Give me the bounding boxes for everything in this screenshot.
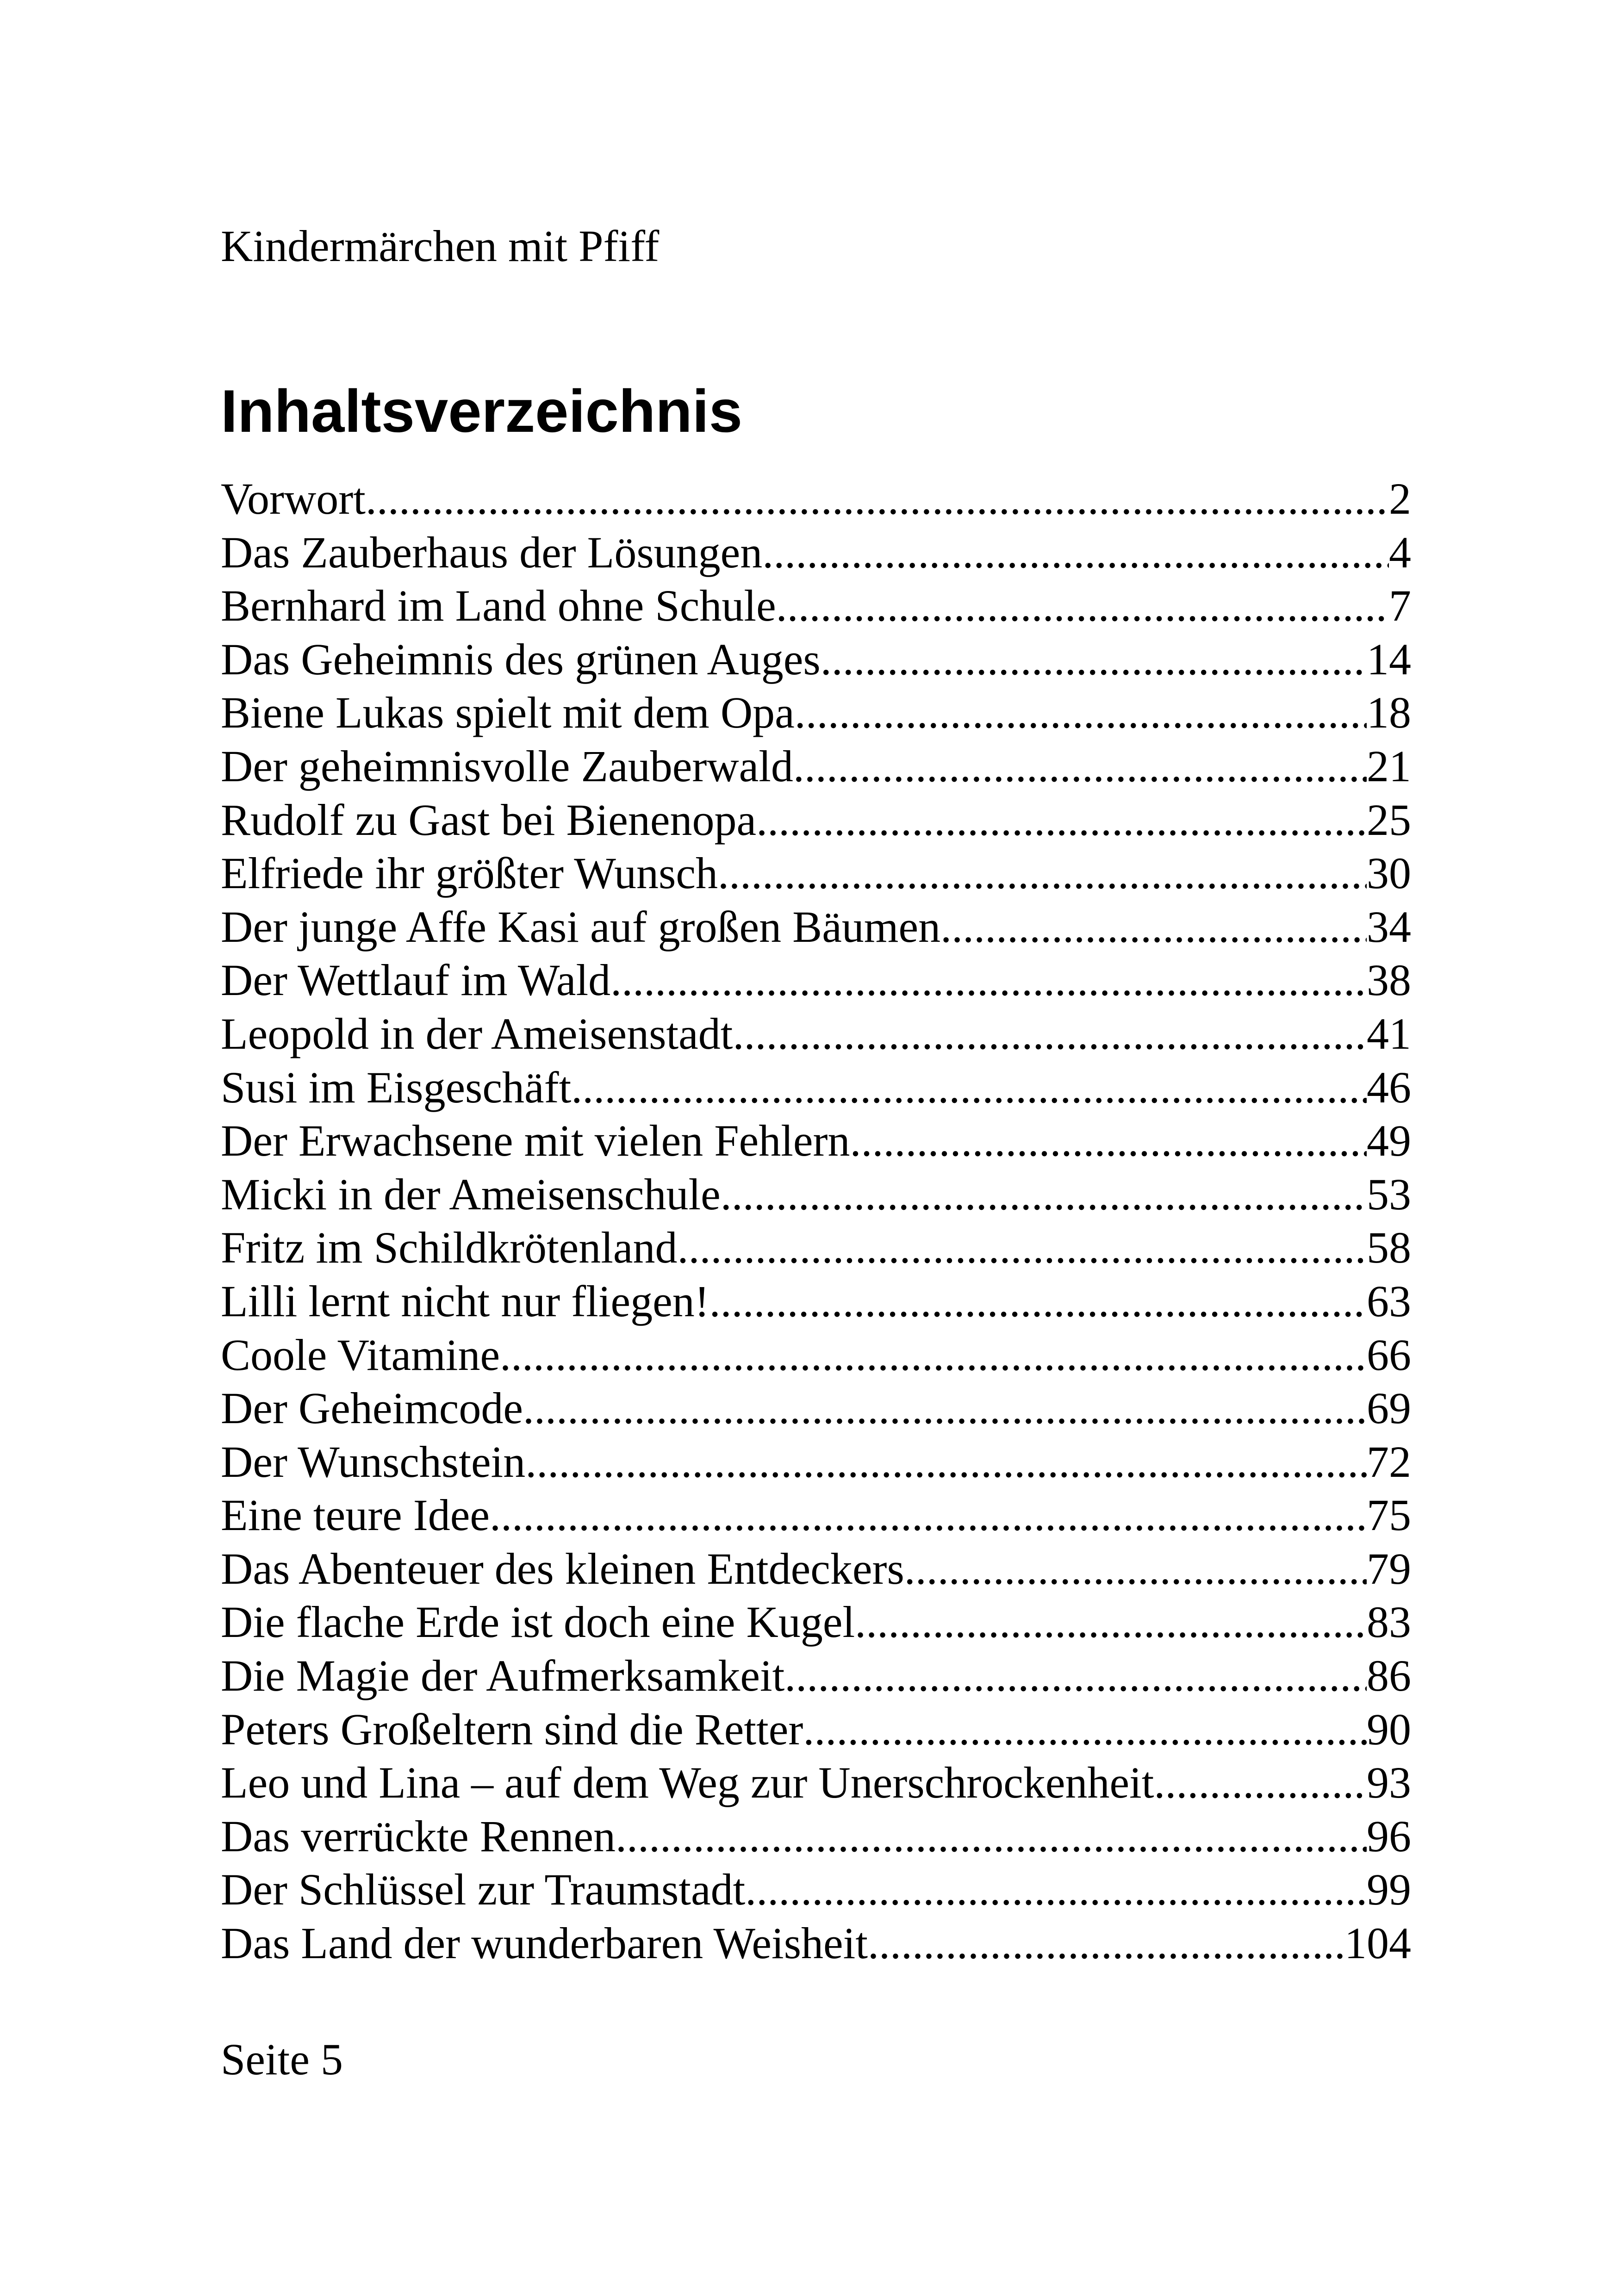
toc-dot-leader	[762, 526, 1389, 579]
toc-entry-title: Vorwort	[221, 474, 366, 523]
toc-entry	[221, 953, 1411, 1007]
toc-dot-leader	[803, 1703, 1367, 1756]
toc-entry	[221, 1168, 1411, 1221]
toc-entry	[221, 900, 1411, 954]
toc-entry-page-number: 86	[1367, 1651, 1411, 1701]
toc-entry-page-number: 104	[1344, 1918, 1411, 1968]
toc-entry	[221, 1649, 1411, 1703]
toc-entry-page-number: 72	[1367, 1437, 1411, 1487]
toc-entry	[221, 1488, 1411, 1542]
toc-entry-title: Das Zauberhaus der Lösungen	[221, 527, 763, 577]
toc-dot-leader	[855, 1595, 1367, 1649]
toc-dot-leader	[616, 1810, 1367, 1863]
toc-entry-title: Das Land der wunderbaren Weisheit	[221, 1918, 868, 1968]
toc-entry-page-number: 79	[1367, 1543, 1411, 1593]
toc-dot-leader	[490, 1488, 1367, 1542]
toc-entry-page-number: 38	[1367, 955, 1411, 1005]
toc-entry-title: Coole Vitamine	[221, 1330, 500, 1380]
toc-entry-page-number: 14	[1367, 634, 1411, 684]
toc-entry-page-number: 58	[1367, 1223, 1411, 1273]
toc-dot-leader	[1154, 1756, 1367, 1810]
toc-entry-page-number: 30	[1367, 848, 1411, 898]
toc-entry-page-number: 4	[1389, 527, 1411, 577]
toc-entry	[221, 579, 1411, 633]
toc-entry	[221, 1381, 1411, 1435]
toc-entry-title: Das Abenteuer des kleinen Entdeckers	[221, 1543, 904, 1593]
toc-entry-page-number: 25	[1367, 795, 1411, 845]
toc-entry-page-number: 63	[1367, 1276, 1411, 1326]
toc-entry	[221, 1703, 1411, 1756]
toc-entry-page-number: 41	[1367, 1008, 1411, 1058]
page-number-footer: Seite 5	[221, 2035, 343, 2084]
toc-dot-leader	[756, 793, 1367, 847]
toc-dot-leader	[745, 1863, 1367, 1916]
toc-entry	[221, 740, 1411, 793]
toc-entry-title: Eine teure Idee	[221, 1490, 490, 1540]
toc-entry-title: Der Geheimcode	[221, 1383, 523, 1433]
toc-entry-title: Leo und Lina – auf dem Weg zur Unerschrockenheit	[221, 1758, 1154, 1808]
toc-entry-page-number: 83	[1367, 1597, 1411, 1647]
toc-entry	[221, 472, 1411, 526]
toc-dot-leader	[721, 1168, 1367, 1221]
toc-entry-title: Elfriede ihr größter Wunsch	[221, 848, 718, 898]
toc-entry	[221, 1328, 1411, 1382]
toc-entry-title: Biene Lukas spielt mit dem Opa	[221, 688, 795, 738]
toc-dot-leader	[784, 1649, 1367, 1703]
toc-dot-leader	[366, 472, 1389, 526]
toc-entry	[221, 1114, 1411, 1168]
toc-entry-title: Micki in der Ameisenschule	[221, 1169, 721, 1219]
toc-dot-leader	[500, 1328, 1367, 1382]
toc-entry-title: Der junge Affe Kasi auf großen Bäumen	[221, 902, 941, 952]
toc-dot-leader	[610, 953, 1367, 1007]
toc-dot-leader	[821, 633, 1367, 686]
toc-entry-title: Die Magie der Aufmerksamkeit	[221, 1651, 785, 1701]
toc-dot-leader	[571, 1061, 1367, 1114]
toc-entry-page-number: 96	[1367, 1811, 1411, 1861]
toc-entry	[221, 1542, 1411, 1596]
toc-entry	[221, 526, 1411, 579]
toc-entry	[221, 1061, 1411, 1114]
toc-entry-page-number: 21	[1367, 741, 1411, 791]
toc-dot-leader	[795, 686, 1367, 740]
toc-entry-page-number: 75	[1367, 1490, 1411, 1540]
toc-dot-leader	[718, 846, 1367, 900]
toc-entry-page-number: 2	[1389, 474, 1411, 523]
running-header: Kindermärchen mit Pfiff	[221, 221, 660, 271]
toc-entry-page-number: 90	[1367, 1704, 1411, 1754]
toc-entry	[221, 1916, 1411, 1970]
toc-dot-leader	[733, 1007, 1367, 1061]
toc-dot-leader	[793, 740, 1367, 793]
toc-dot-leader	[525, 1435, 1367, 1489]
toc-entry-page-number: 66	[1367, 1330, 1411, 1380]
toc-entry	[221, 793, 1411, 847]
toc-entry-page-number: 99	[1367, 1865, 1411, 1915]
toc-entry	[221, 1007, 1411, 1061]
toc-dot-leader	[709, 1275, 1367, 1328]
toc-entry	[221, 1435, 1411, 1489]
toc-entry-title: Lilli lernt nicht nur fliegen!	[221, 1276, 709, 1326]
toc-entry-page-number: 34	[1367, 902, 1411, 952]
toc-entry-title: Der Wettlauf im Wald	[221, 955, 611, 1005]
toc-entry	[221, 1275, 1411, 1328]
toc-dot-leader	[940, 900, 1367, 954]
toc-entry	[221, 1221, 1411, 1275]
toc-entry-title: Rudolf zu Gast bei Bienenopa	[221, 795, 757, 845]
toc-entry	[221, 1595, 1411, 1649]
toc-entry	[221, 1756, 1411, 1810]
toc-entry-title: Peters Großeltern sind die Retter	[221, 1704, 803, 1754]
toc-entry-title: Der Wunschstein	[221, 1437, 526, 1487]
toc-entry-title: Die flache Erde ist doch eine Kugel	[221, 1597, 855, 1647]
toc-dot-leader	[850, 1114, 1367, 1168]
toc-entry	[221, 633, 1411, 686]
toc-entry-title: Das verrückte Rennen	[221, 1811, 616, 1861]
toc-entry-title: Leopold in der Ameisenstadt	[221, 1008, 733, 1058]
toc-dot-leader	[678, 1221, 1367, 1275]
toc-entry-page-number: 46	[1367, 1062, 1411, 1112]
toc-entry-page-number: 7	[1389, 581, 1411, 631]
toc-entry-title: Der Erwachsene mit vielen Fehlern	[221, 1116, 850, 1166]
toc-entry-page-number: 53	[1367, 1169, 1411, 1219]
toc-entry	[221, 846, 1411, 900]
toc-heading: Inhaltsverzeichnis	[221, 377, 743, 445]
toc-entry-page-number: 93	[1367, 1758, 1411, 1808]
toc-dot-leader	[523, 1381, 1367, 1435]
toc-entry-title: Susi im Eisgeschäft	[221, 1062, 572, 1112]
toc-dot-leader	[868, 1916, 1344, 1970]
toc-entry-page-number: 49	[1367, 1116, 1411, 1166]
toc-entry-page-number: 18	[1367, 688, 1411, 738]
toc-entry-title: Bernhard im Land ohne Schule	[221, 581, 776, 631]
toc-entry	[221, 686, 1411, 740]
toc-entry-title: Das Geheimnis des grünen Auges	[221, 634, 821, 684]
toc-entry-title: Der Schlüssel zur Traumstadt	[221, 1865, 746, 1915]
toc-entry-page-number: 69	[1367, 1383, 1411, 1433]
table-of-contents	[221, 472, 1411, 1970]
toc-entry-title: Der geheimnisvolle Zauberwald	[221, 741, 793, 791]
toc-entry-title: Fritz im Schildkrötenland	[221, 1223, 678, 1273]
toc-entry	[221, 1863, 1411, 1916]
toc-dot-leader	[776, 579, 1389, 633]
toc-entry	[221, 1810, 1411, 1863]
toc-dot-leader	[904, 1542, 1367, 1596]
